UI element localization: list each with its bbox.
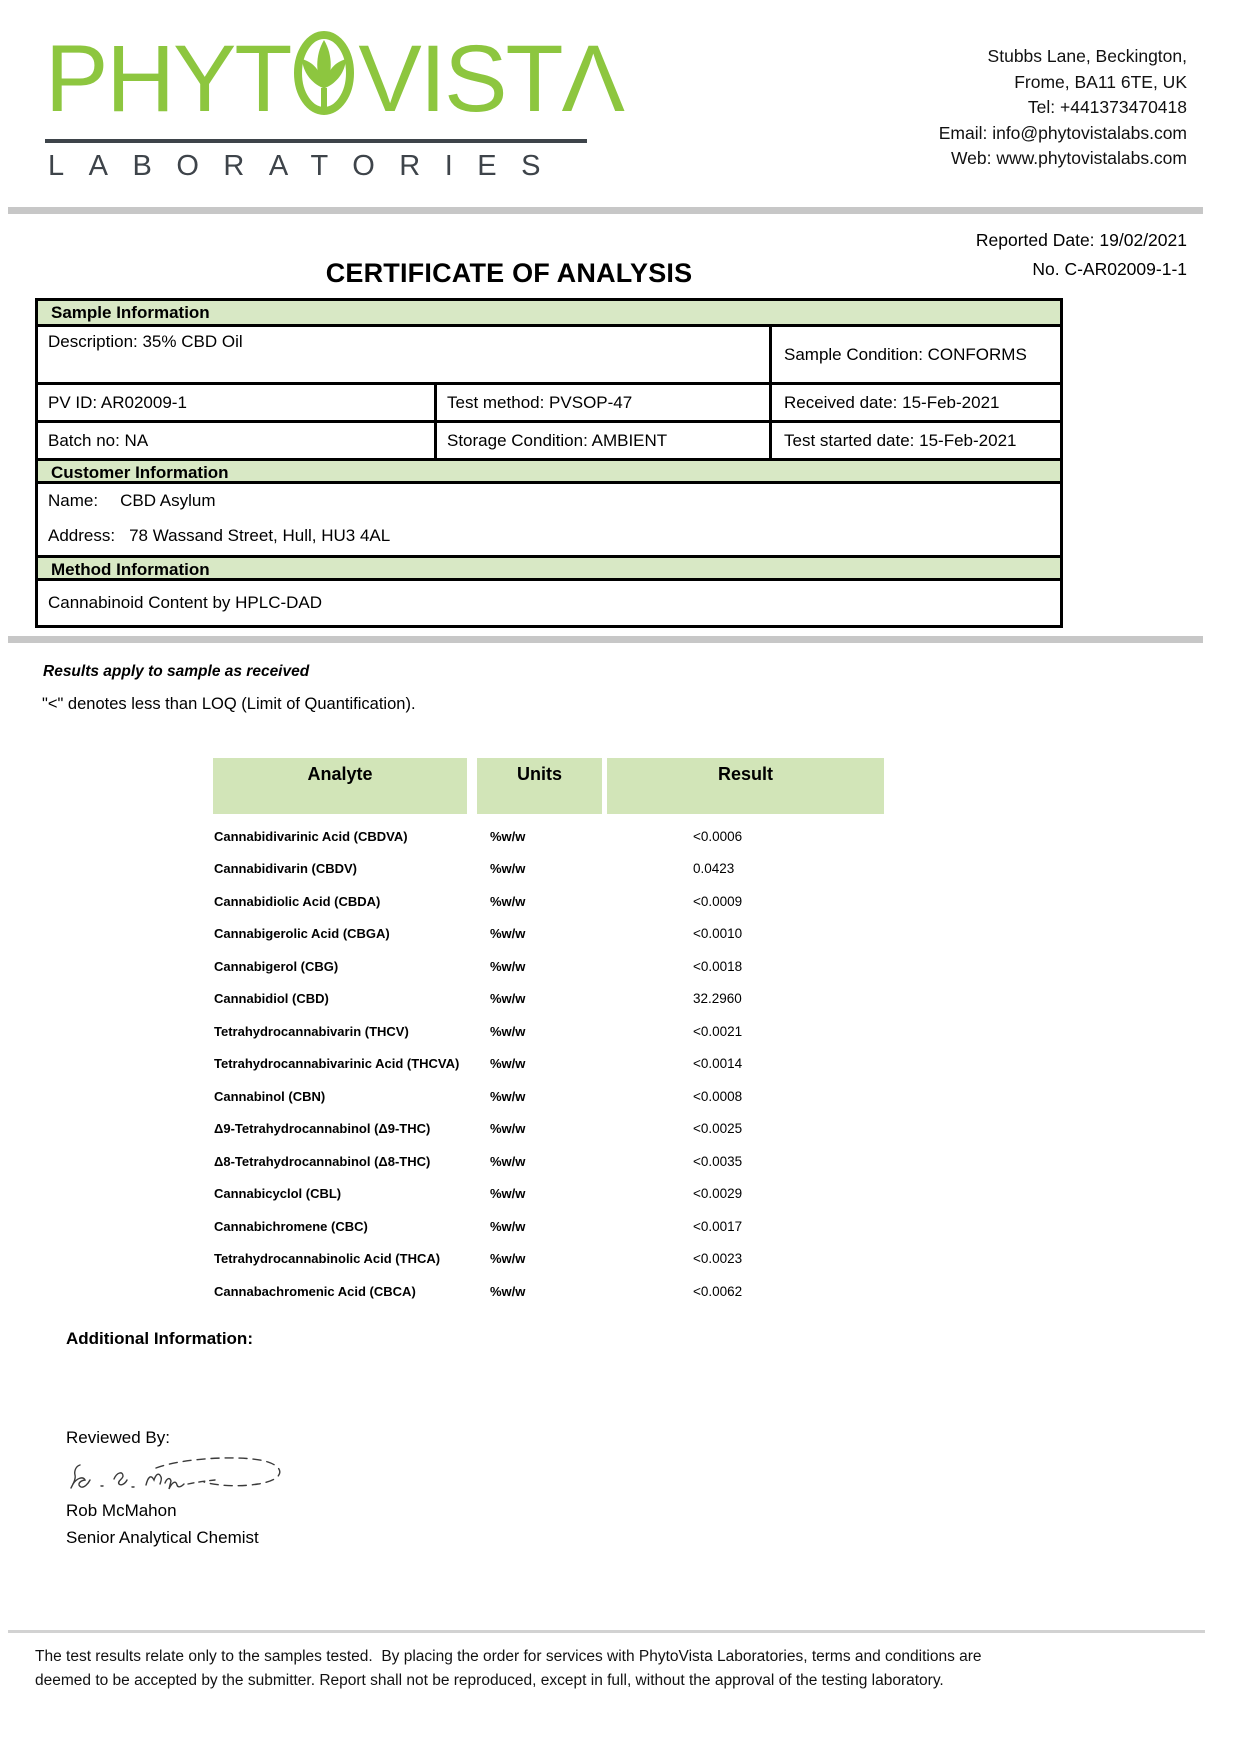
table-row (38, 385, 1060, 423)
units-value: %w/w (490, 991, 526, 1007)
result-value: <0.0009 (693, 893, 743, 909)
received-date: Received date: 15-Feb-2021 (784, 392, 1000, 412)
logo-text-right: VISTΛ (358, 25, 623, 132)
result-value: <0.0008 (693, 1088, 743, 1104)
result-value: <0.0010 (693, 926, 743, 942)
customer-address-value: 78 Wassand Street, Hull, HU3 4AL (129, 526, 391, 545)
table-row (213, 820, 888, 853)
units-value: %w/w (490, 861, 526, 877)
units-value: %w/w (490, 1056, 526, 1072)
results-table-header (213, 758, 888, 814)
table-row (213, 918, 888, 951)
table-row (213, 1275, 888, 1308)
section-divider-bar (8, 636, 1203, 643)
customer-address-line (48, 526, 1050, 546)
analyte-name: Cannabachromenic Acid (CBCA) (214, 1283, 416, 1299)
table-row (213, 1113, 888, 1146)
units-value: %w/w (490, 1121, 526, 1137)
customer-name-line (48, 491, 1050, 511)
customer-name-label: Name: (48, 491, 99, 510)
analyte-name: Δ9-Tetrahydrocannabinol (Δ9-THC) (214, 1121, 431, 1137)
analyte-name: Tetrahydrocannabivarin (THCV) (214, 1023, 409, 1039)
lab-contact-info (939, 44, 1187, 172)
phytovista-logo (45, 25, 623, 183)
header-divider-bar (8, 207, 1203, 214)
sample-condition: Sample Condition: CONFORMS (784, 344, 1027, 364)
units-column-header: Units (477, 758, 602, 814)
units-value: %w/w (490, 1023, 526, 1039)
table-row (213, 1048, 888, 1081)
units-value: %w/w (490, 1283, 526, 1299)
analyte-name: Cannabigerolic Acid (CBGA) (214, 926, 390, 942)
email-line: Email: info@phytovistalabs.com (938, 122, 1187, 143)
analyte-name: Cannabichromene (CBC) (214, 1218, 368, 1234)
results-note: Results apply to sample as received (43, 663, 310, 680)
sample-information-header: Sample Information (38, 301, 1060, 327)
units-value: %w/w (490, 958, 526, 974)
logo-text-left: PHYT (45, 25, 291, 132)
customer-information-header: Customer Information (38, 458, 1060, 484)
batch-no: Batch no: NA (38, 423, 437, 458)
result-value: 0.0423 (693, 861, 735, 877)
units-value: %w/w (490, 1251, 526, 1267)
units-value: %w/w (490, 893, 526, 909)
units-value: %w/w (490, 828, 526, 844)
analyte-name: Cannabigerol (CBG) (214, 958, 339, 974)
test-method: Test method: PVSOP-47 (437, 385, 772, 420)
pv-id: PV ID: AR02009-1 (38, 385, 437, 420)
analyte-name: Cannabicyclol (CBL) (214, 1186, 342, 1202)
leaf-icon (293, 30, 355, 132)
results-table-body (213, 820, 888, 1308)
logo-subtitle: LABORATORIES (48, 150, 565, 182)
address-line-1: Stubbs Lane, Beckington, (987, 46, 1187, 66)
reviewer-title: Senior Analytical Chemist (66, 1528, 259, 1547)
units-value: %w/w (490, 1088, 526, 1104)
information-tables (35, 298, 1063, 628)
footer-disclaimer (35, 1645, 1215, 1692)
address-line-2: Frome, BA11 6TE, UK (1014, 71, 1187, 92)
result-value: 32.2960 (693, 991, 742, 1007)
units-value: %w/w (490, 926, 526, 942)
result-value: <0.0025 (693, 1121, 743, 1137)
result-value: <0.0021 (693, 1023, 743, 1039)
customer-details (38, 484, 1060, 558)
analyte-name: Cannabidiolic Acid (CBDA) (214, 893, 381, 909)
footer-divider (8, 1630, 1205, 1633)
method-information-header: Method Information (38, 555, 1060, 581)
storage-condition: Storage Condition: AMBIENT (437, 423, 772, 458)
result-value: <0.0023 (693, 1251, 743, 1267)
analyte-name: Tetrahydrocannabivarinic Acid (THCVA) (214, 1056, 460, 1072)
web-line: Web: www.phytovistalabs.com (950, 148, 1187, 168)
reviewed-by-label: Reviewed By: (66, 1428, 170, 1447)
result-value: <0.0017 (693, 1218, 743, 1234)
table-row (213, 1243, 888, 1276)
result-value: <0.0006 (693, 828, 743, 844)
method-description: Cannabinoid Content by HPLC-DAD (48, 593, 323, 612)
customer-address-label: Address: (48, 526, 116, 545)
table-row (213, 885, 888, 918)
loq-note: "<" denotes less than LOQ (Limit of Quantification). (42, 695, 416, 713)
footer-line-1: The test results relate only to the samples tested. By placing the order for services with PhytoVista Laboratories, terms and conditions are (35, 1648, 982, 1665)
logo-divider (45, 139, 587, 143)
table-row (213, 1080, 888, 1113)
document-title: CERTIFICATE OF ANALYSIS (325, 258, 693, 288)
signature-image (68, 1453, 293, 1500)
results-table (213, 758, 888, 1308)
logo-wordmark (45, 25, 623, 132)
table-row (213, 1178, 888, 1211)
table-row (213, 1015, 888, 1048)
table-row (213, 950, 888, 983)
units-value: %w/w (490, 1153, 526, 1169)
table-row (38, 327, 1060, 385)
result-value: <0.0018 (693, 958, 743, 974)
units-value: %w/w (490, 1218, 526, 1234)
analyte-name: Cannabinol (CBN) (214, 1088, 326, 1104)
analyte-name: Δ8-Tetrahydrocannabinol (Δ8-THC) (214, 1153, 431, 1169)
units-value: %w/w (490, 1186, 526, 1202)
analyte-column-header: Analyte (213, 758, 467, 814)
certificate-number: No. C-AR02009-1-1 (1032, 259, 1187, 279)
phone-line: Tel: +441373470418 (1027, 97, 1187, 117)
sample-description: Description: 35% CBD Oil (38, 327, 772, 382)
result-value: <0.0035 (693, 1153, 743, 1169)
result-value: <0.0062 (693, 1283, 743, 1299)
table-row (213, 983, 888, 1016)
table-row (213, 853, 888, 886)
analyte-name: Cannabidivarin (CBDV) (214, 861, 358, 877)
analyte-name: Cannabidiol (CBD) (214, 991, 329, 1007)
customer-name-value: CBD Asylum (120, 491, 216, 510)
result-value: <0.0029 (693, 1186, 743, 1202)
table-row (213, 1210, 888, 1243)
reported-date: Reported Date: 19/02/2021 (975, 230, 1187, 250)
table-row (213, 1145, 888, 1178)
analyte-name: Tetrahydrocannabinolic Acid (THCA) (214, 1251, 441, 1267)
additional-information-label: Additional Information: (66, 1329, 253, 1348)
reviewer-name: Rob McMahon (66, 1501, 177, 1520)
footer-line-2: deemed to be accepted by the submitter. Report shall not be reproduced, except in full, without the approval of the testing laboratory. (35, 1671, 944, 1689)
test-started-date: Test started date: 15-Feb-2021 (784, 430, 1017, 450)
analyte-name: Cannabidivarinic Acid (CBDVA) (214, 828, 408, 844)
table-row (38, 423, 1060, 461)
result-column-header: Result (607, 758, 884, 814)
review-signature-block (66, 1428, 293, 1548)
result-value: <0.0014 (693, 1056, 743, 1072)
